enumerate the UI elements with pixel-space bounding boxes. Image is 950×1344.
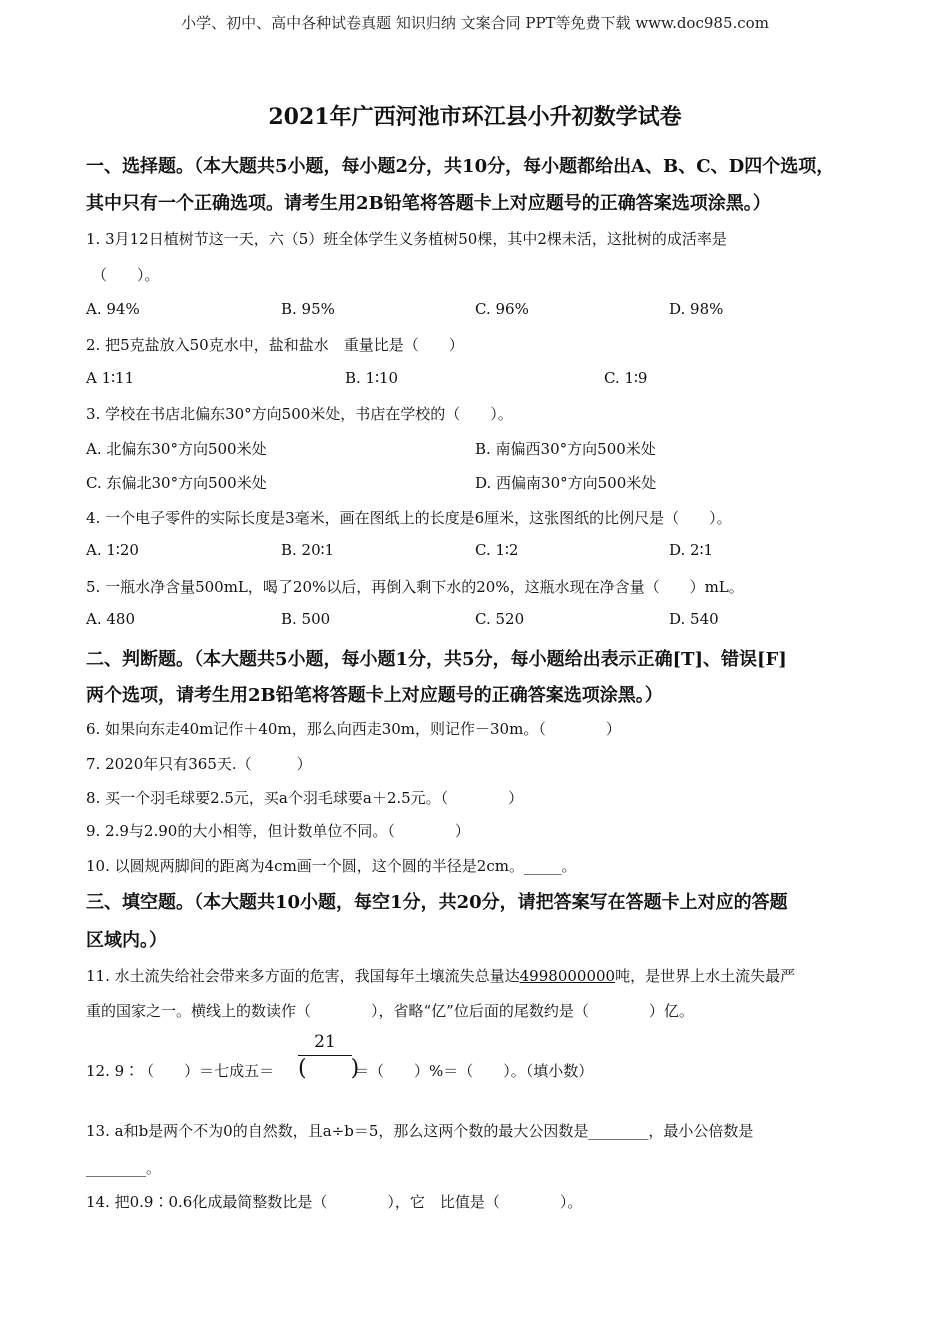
question-13-line1: 13. a和b是两个不为0的自然数，且a÷b＝5，那么这两个数的最大公因数是________，最小公倍数是: [86, 1122, 754, 1140]
question-5: 5. 一瓶水净含量500mL，喝了20%以后，再倒入剩下水的20%，这瓶水现在净含量（ ）mL。: [86, 578, 744, 596]
question-11-line2: 重的国家之一。横线上的数读作（ ），省略“亿”位后面的尾数约是（ ）亿。: [86, 1002, 694, 1020]
q5-option-b: B. 500: [281, 610, 331, 628]
q1-option-c: C. 96%: [475, 300, 529, 318]
q4-option-d: D. 2∶1: [669, 541, 714, 559]
q4-option-a: A. 1∶20: [86, 541, 139, 559]
question-3: 3. 学校在书店北偏东30°方向500米处，书店在学校的（ ）。: [86, 405, 513, 423]
question-10: 10. 以圆规两脚间的距离为4cm画一个圆，这个圆的半径是2cm。_____。: [86, 857, 577, 875]
q4-option-b: B. 20∶1: [281, 541, 335, 559]
q11-text-pre: 11. 水土流失给社会带来多方面的危害，我国每年土壤流失总量达: [86, 967, 520, 985]
q3-option-d: D. 西偏南30°方向500米处: [475, 474, 657, 492]
q3-option-a: A. 北偏东30°方向500米处: [86, 440, 267, 458]
q2-option-c: C. 1∶9: [604, 369, 648, 387]
q5-option-c: C. 520: [475, 610, 525, 628]
question-1-line2: （ ）。: [92, 266, 160, 284]
exam-title: 2021年广西河池市环江县小升初数学试卷: [268, 104, 682, 130]
q2-option-a: A 1∶11: [86, 369, 135, 387]
q3-option-c: C. 东偏北30°方向500米处: [86, 474, 267, 492]
q2-option-b: B. 1∶10: [345, 369, 399, 387]
q11-underlined-number: 4998000000: [519, 967, 616, 985]
question-6: 6. 如果向东走40m记作＋40m，那么向西走30m，则记作－30m。（ ）: [86, 720, 621, 738]
section2-heading-line2: 两个选项，请考生用2B铅笔将答题卡上对应题号的正确答案选项涂黑。）: [86, 685, 663, 706]
section1-heading-line1: 一、选择题。（本大题共5小题，每小题2分，共10分，每小题都给出A、B、C、D四个选项，: [86, 156, 835, 177]
page-header: 小学、初中、高中各种试卷真题 知识归纳 文案合同 PPT等免费下载 www.doc985.com: [181, 14, 769, 32]
question-1-line1: 1. 3月12日植树节这一天，六（5）班全体学生义务植树50棵，其中2棵未活，这批树的成活率是: [86, 230, 727, 248]
q5-option-a: A. 480: [86, 610, 135, 628]
q1-option-a: A. 94%: [86, 300, 140, 318]
question-11-line1: [86, 965, 795, 986]
section2-heading-line1: 二、判断题。（本大题共5小题，每小题1分，共5分，每小题给出表示正确[T]、错误[F]: [86, 649, 787, 670]
q11-text-post: 吨，是世界上水土流失最严: [615, 967, 796, 985]
q5-option-d: D. 540: [669, 610, 719, 628]
q1-option-d: D. 98%: [669, 300, 724, 318]
question-2: 2. 把5克盐放入50克水中，盐和盐水 重量比是（ ）: [86, 336, 464, 354]
section3-heading-line2: 区域内。）: [86, 930, 167, 951]
section3-heading-line1: 三、填空题。（本大题共10小题，每空1分，共20分，请把答案写在答题卡上对应的答题: [86, 892, 788, 913]
section1-heading-line2: 其中只有一个正确选项。请考生用2B铅笔将答题卡上对应题号的正确答案选项涂黑。）: [86, 193, 771, 214]
question-7: 7. 2020年只有365天.（ ）: [86, 755, 312, 773]
q12-fraction: [298, 1032, 360, 1082]
q4-option-c: C. 1∶2: [475, 541, 519, 559]
question-12-post: ＝（ ）%＝（ ）。（填小数）: [354, 1062, 594, 1080]
question-8: 8. 买一个羽毛球要2.5元，买a个羽毛球要a＋2.5元。（ ）: [86, 789, 524, 807]
q12-fraction-denominator: ( ): [298, 1056, 360, 1081]
q3-option-b: B. 南偏西30°方向500米处: [475, 440, 656, 458]
q1-option-b: B. 95%: [281, 300, 335, 318]
question-13-line2: ________。: [86, 1159, 162, 1177]
question-12-pre: 12. 9∶（ ）＝七成五＝: [86, 1062, 275, 1080]
question-9: 9. 2.9与2.90的大小相等，但计数单位不同。（ ）: [86, 822, 470, 840]
question-14: 14. 把0.9∶0.6化成最简整数比是（ ），它 比值是（ ）。: [86, 1193, 583, 1211]
question-4: 4. 一个电子零件的实际长度是3毫米，画在图纸上的长度是6厘米，这张图纸的比例尺是（ ）。: [86, 509, 732, 527]
q12-fraction-numerator: 21: [314, 1032, 336, 1052]
